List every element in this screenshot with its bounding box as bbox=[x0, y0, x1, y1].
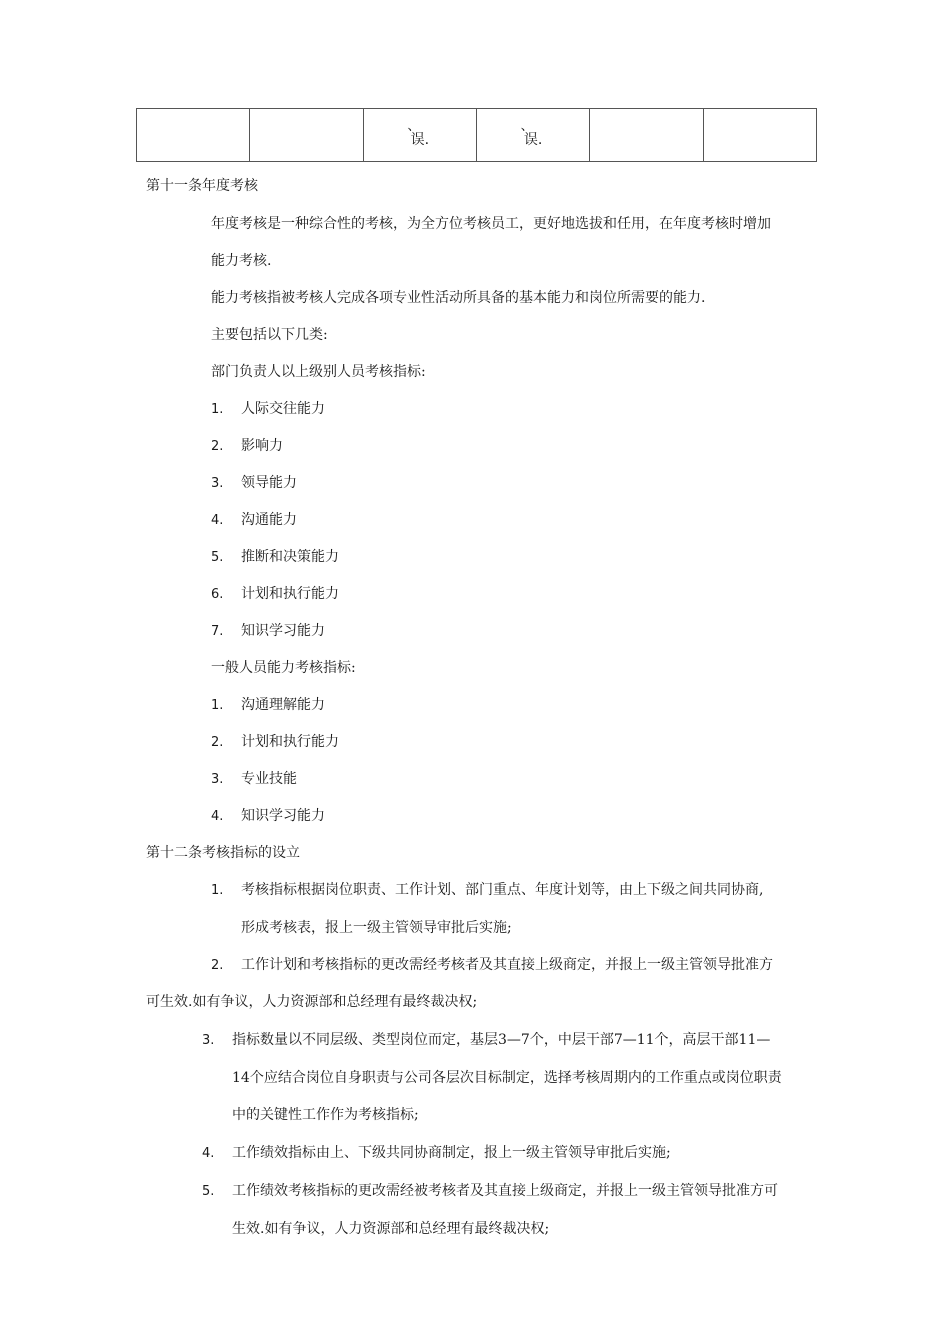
list-item: 5. 工作绩效考核指标的更改需经被考核者及其直接上级商定，并报上一级主管领导批准方可 bbox=[202, 1183, 778, 1199]
section-heading: 一般人员能力考核指标: bbox=[211, 660, 356, 676]
section-heading: 部门负责人以上级别人员考核指标: bbox=[211, 364, 426, 380]
list-item: 1. 考核指标根据岗位职责、工作计划、部门重点、年度计划等，由上下级之间共同协商, bbox=[211, 882, 764, 898]
paragraph: 能力考核指被考核人完成各项专业性活动所具备的基本能力和岗位所需要的能力. bbox=[211, 290, 706, 306]
table-fragment bbox=[136, 108, 817, 162]
list-item: 3. 指标数量以不同层级、类型岗位而定，基层3—7个，中层干部7—11个，高层干部11— bbox=[202, 1032, 771, 1048]
list-item: 6. 计划和执行能力 bbox=[211, 586, 339, 602]
list-item-continuation: 生效.如有争议，人力资源部和总经理有最终裁决权; bbox=[232, 1221, 550, 1237]
table-cell bbox=[476, 109, 589, 162]
list-item-continuation: 可生效.如有争议，人力资源部和总经理有最终裁决权; bbox=[146, 994, 478, 1010]
article-11-title: 第十一条年度考核 bbox=[146, 178, 258, 194]
list-item: 2. 工作计划和考核指标的更改需经考核者及其直接上级商定，并报上一级主管领导批准方 bbox=[211, 957, 773, 973]
list-item: 3. 专业技能 bbox=[211, 771, 297, 787]
list-item: 4. 沟通能力 bbox=[211, 512, 297, 528]
table-row bbox=[137, 109, 817, 162]
table-cell bbox=[363, 109, 476, 162]
table-cell bbox=[137, 109, 250, 162]
list-item: 1. 沟通理解能力 bbox=[211, 697, 325, 713]
paragraph: 能力考核. bbox=[211, 253, 272, 269]
list-item: 4. 工作绩效指标由上、下级共同协商制定，报上一级主管领导审批后实施; bbox=[202, 1145, 671, 1161]
list-item-continuation: 中的关键性工作作为考核指标; bbox=[232, 1107, 419, 1123]
list-item: 1. 人际交往能力 bbox=[211, 401, 325, 417]
cell-text: 误. bbox=[523, 132, 543, 148]
list-item-continuation: 形成考核表，报上一级主管领导审批后实施; bbox=[241, 920, 512, 936]
list-item: 3. 领导能力 bbox=[211, 475, 297, 491]
cell-mark: 、 bbox=[407, 119, 421, 134]
cell-text: 误. bbox=[410, 132, 430, 148]
list-item: 7. 知识学习能力 bbox=[211, 623, 325, 639]
list-item: 2. 计划和执行能力 bbox=[211, 734, 339, 750]
article-12-title: 第十二条考核指标的设立 bbox=[146, 845, 300, 861]
cell-mark: 、 bbox=[520, 119, 534, 134]
table-cell bbox=[703, 109, 816, 162]
list-item: 5. 推断和决策能力 bbox=[211, 549, 339, 565]
list-item: 4. 知识学习能力 bbox=[211, 808, 325, 824]
table-cell bbox=[590, 109, 703, 162]
list-item-continuation: 14个应结合岗位自身职责与公司各层次目标制定，选择考核周期内的工作重点或岗位职责 bbox=[232, 1070, 782, 1086]
table-cell bbox=[250, 109, 363, 162]
list-item: 2. 影响力 bbox=[211, 438, 283, 454]
paragraph: 年度考核是一种综合性的考核，为全方位考核员工，更好地选拔和任用，在年度考核时增加 bbox=[211, 216, 771, 232]
paragraph: 主要包括以下几类: bbox=[211, 327, 328, 343]
